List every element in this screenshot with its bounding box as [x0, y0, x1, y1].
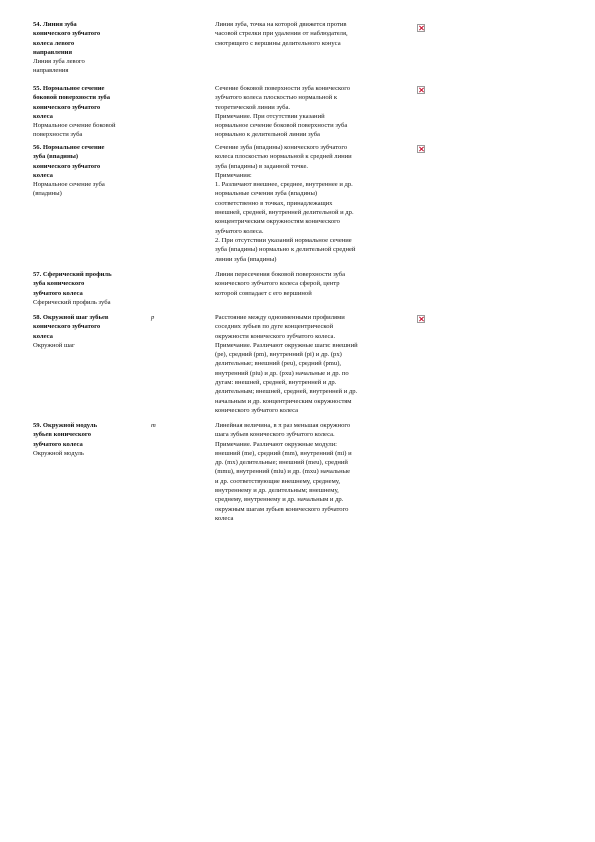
definition-line: нормально к делительной линии зуба	[215, 131, 320, 139]
definition-line: линии зуба (впадины)	[215, 255, 277, 263]
definition-line: и др. соответствующие внешнему, среднему,	[215, 477, 341, 485]
term-line: колеса	[33, 332, 53, 340]
term-name	[33, 421, 153, 458]
term-line: 58. Окружной шаг зубьев	[33, 314, 109, 321]
definition-line: Линия зуба, точка на которой движется против	[215, 21, 347, 28]
definition-line: (mmu), внутренний (miu) и др. (mxu) начальные	[215, 468, 350, 476]
term-short-line: Линия зуба левого	[33, 58, 85, 66]
term-line: 57. Сферический профиль	[33, 271, 112, 278]
term-definition	[215, 143, 410, 264]
term-line: колеса	[33, 112, 53, 120]
definition-line: 1. Различают внешнее, среднее, внутреннее и др.	[215, 181, 353, 189]
definition-line: нормальное сечение боковой поверхности зуба	[215, 122, 348, 130]
term-line: 55. Нормальное сечение	[33, 85, 105, 92]
term-short-line: Окружной модуль	[33, 449, 84, 457]
definition-line: часовой стрелки при удалении от наблюдателя,	[215, 30, 348, 38]
definition-line: смотрящего с вершины делительного конуса	[215, 39, 341, 47]
broken-image-icon	[417, 86, 425, 94]
term-short-line: поверхности зуба	[33, 131, 83, 139]
definition-line: делительные; внешний (peu), средний (pmu),	[215, 360, 342, 368]
definition-line: др. (mx) делительные; внешний (meu), средний	[215, 459, 348, 467]
broken-image-icon	[417, 145, 425, 153]
definition-line: колеса	[215, 514, 234, 522]
definition-line: Примечание. Различают окружные модули:	[215, 440, 337, 448]
term-line: 59. Окружной модуль	[33, 422, 98, 429]
definition-line: конического зубчатого колеса сферой, центр	[215, 280, 340, 288]
definition-line: окружным шагам зубьев конического зубчатого	[215, 505, 349, 513]
definition-line: конического зубчатого колеса	[215, 406, 299, 414]
definition-line: Примечание. При отсутствии указаний	[215, 112, 325, 120]
broken-image-icon	[417, 315, 425, 323]
term-line: 56. Нормальное сечение	[33, 144, 105, 151]
definition-line: Примечание. Различают окружные шаги: внешний	[215, 341, 358, 349]
definition-line: концентрическим окружностям конического	[215, 218, 340, 226]
definition-line: внутренний (piu) и др. (pxu) начальные и др. по	[215, 369, 349, 377]
definition-line: делительным; внешней, средней, внутренней и др.	[215, 388, 358, 396]
term-line: зубчатого колеса	[33, 289, 83, 297]
term-definition	[215, 313, 410, 415]
definition-line: теоретической линии зуба.	[215, 103, 291, 111]
term-short-line: направления	[33, 67, 69, 75]
term-line: колеса левого	[33, 39, 75, 47]
definition-line: которой совпадает с его вершиной	[215, 289, 312, 297]
term-short-line: Нормальное сечение боковой	[33, 122, 116, 130]
definition-line: шага зубьев конического зубчатого колеса.	[215, 431, 335, 439]
definition-line: нормальные сечения зуба (впадины)	[215, 190, 318, 198]
term-definition	[215, 421, 410, 523]
definition-line: соседних зубьев по дуге концентрической	[215, 323, 334, 331]
definition-line: Линейная величина, в π раз меньшая окружного	[215, 422, 351, 429]
definition-line: внешний (me), средний (mm), внутренний (mi) и	[215, 449, 352, 457]
definition-line: зуба (впадины) нормально к делительной средней	[215, 246, 356, 254]
term-name	[33, 20, 153, 76]
term-definition	[215, 84, 410, 140]
definition-line: Сечение зуба (впадины) конического зубчатого	[215, 144, 348, 151]
term-definition	[215, 20, 410, 48]
definition-line: внешней, средней, внутренней делительной и др.	[215, 209, 354, 217]
definition-line: 2. При отсутствии указаний нормальное сечение	[215, 236, 352, 244]
term-line: направления	[33, 48, 73, 56]
definition-line: дугам: внешней, средней, внутренней и др.	[215, 379, 337, 387]
term-name	[33, 84, 153, 140]
term-symbol: m	[151, 422, 156, 429]
definition-line: Расстояние между одноименными профилями	[215, 314, 345, 321]
term-short-line: Сферический профиль зуба	[33, 298, 111, 306]
term-short-line: (впадины)	[33, 190, 62, 198]
term-line: зубчатого колеса	[33, 440, 83, 448]
broken-image-icon	[417, 24, 425, 32]
term-line: колеса	[33, 171, 53, 179]
definition-line: Сечение боковой поверхности зуба конического	[215, 85, 351, 92]
term-short-line: Нормальное сечение зуба	[33, 181, 105, 189]
term-line: зуба (впадины)	[33, 153, 79, 161]
term-name	[33, 313, 153, 350]
term-line: зубьев конического	[33, 431, 92, 439]
definition-line: соответственно в точках, принадлежащих	[215, 199, 333, 207]
term-definition	[215, 270, 410, 298]
term-name	[33, 143, 153, 199]
definition-line: колеса плоскостью нормальной к средней линии	[215, 153, 352, 161]
definition-line: Линия пересечения боковой поверхности зуба	[215, 271, 346, 278]
term-line: конического зубчатого	[33, 30, 101, 38]
term-symbol: p	[151, 314, 155, 321]
definition-line: (pe), средний (pm), внутренний (pi) и др. (px)	[215, 351, 342, 359]
term-line: конического зубчатого	[33, 323, 101, 331]
definition-line: зубчатого колеса плоскостью нормальной к	[215, 94, 338, 102]
term-line: боковой поверхности зуба	[33, 94, 111, 102]
definition-line: зубчатого колеса.	[215, 227, 264, 235]
definition-line: внутреннему и др. делительным; внешнему,	[215, 487, 339, 495]
definition-line: зуба (впадины) в заданной точке.	[215, 162, 309, 170]
term-line: конического зубчатого	[33, 103, 101, 111]
term-line: конического зубчатого	[33, 162, 101, 170]
term-name	[33, 270, 153, 307]
term-short-line: Окружной шаг	[33, 341, 75, 349]
term-line: 54. Линия зуба	[33, 21, 77, 28]
definition-line: окружности конического зубчатого колеса.	[215, 332, 336, 340]
definition-line: Примечания:	[215, 171, 252, 179]
definition-line: начальным и др. концентрическим окружностям	[215, 397, 352, 405]
definition-line: среднему, внутреннему и др. начальным и др.	[215, 496, 344, 504]
term-line: зуба конического	[33, 280, 85, 288]
